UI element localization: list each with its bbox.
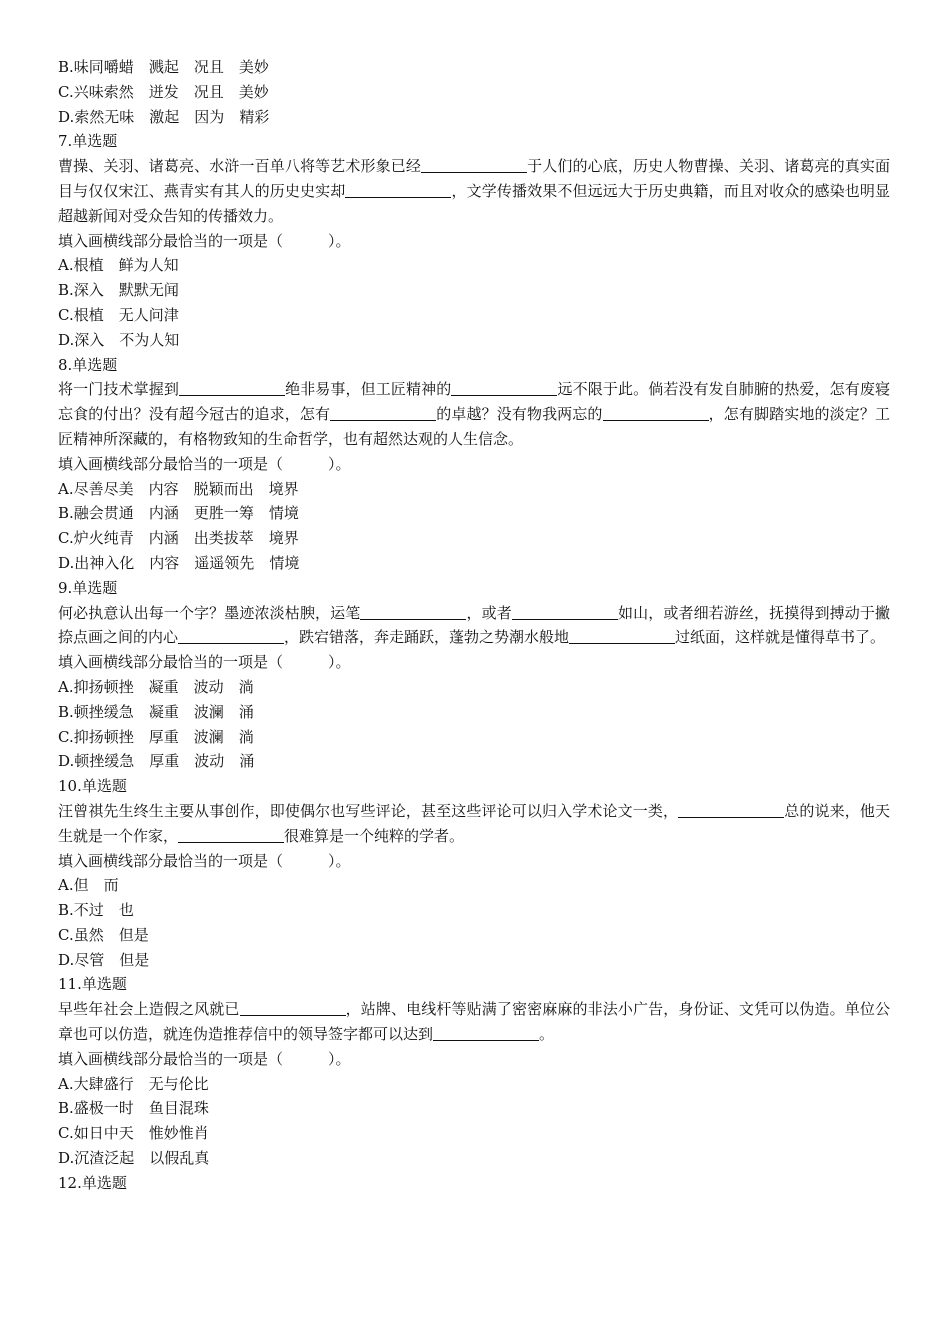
option-a: A.尽善尽美 内容 脱颖而出 境界 [58,479,299,498]
question-header: 9.单选题 [58,578,118,597]
question-stem: 将一门技术掌握到 绝非易事，但工匠精神的 远不限于此。倘若没有发自肺腑的热爱，怎有废寝忘食的付出？没有超今冠古的追求，怎有 的卓越？没有物我两忘的 ，怎有脚踏实地的淡定？工匠精神所深藏的，有格物致知的生命哲学，也有超然达观的人生信念。 [58,380,890,448]
fill-blank [179,380,285,396]
option-b: B.味同嚼蜡 溅起 况且 美妙 [58,58,269,76]
fill-blank [451,380,557,396]
question-prompt: 填入画横线部分最恰当的一项是（ ）。 [58,454,351,473]
option-a: A.根植 鲜为人知 [58,256,179,275]
option-c: C.炉火纯青 内涵 出类拔萃 境界 [58,529,299,548]
question-header: 8.单选题 [58,355,118,374]
fill-blank [603,405,709,421]
question-header: 12.单选题 [58,1173,127,1192]
fill-blank [240,1000,346,1016]
question-11 [58,972,890,1170]
option-b: B.顿挫缓急 凝重 波澜 涌 [58,702,254,721]
question-10 [58,774,890,972]
question-12 [58,1171,890,1196]
question-7 [58,129,890,352]
fill-blank [345,182,451,198]
question-stem: 汪曾祺先生终生主要从事创作，即使偶尔也写些评论，甚至这些评论可以归入学术论文一类， 总的说来，他天生就是一个作家， 很难算是一个纯粹的学者。 [58,801,890,845]
question-stem: 曹操、关羽、诸葛亮、水浒一百单八将等艺术形象已经 于人们的心底，历史人物曹操、关羽、诸葛亮的真实面目与仅仅宋江、燕青实有其人的历史史实却 ，文学传播效果不但远远大于历史典籍，而且对收众的感染也明显超越新闻对受众告知的传播效力。 [58,157,890,225]
fill-blank [178,827,284,843]
option-c: C.如日中天 惟妙惟肖 [58,1124,209,1143]
option-d: D.沉渣泛起 以假乱真 [58,1149,210,1168]
option-c: C.抑扬顿挫 厚重 波澜 淌 [58,727,254,746]
option-a: A.抑扬顿挫 凝重 波动 淌 [58,677,254,696]
option-d: D.尽管 但是 [58,950,150,969]
fill-blank [421,157,527,173]
fill-blank [360,604,466,620]
option-c: C.根植 无人问津 [58,305,179,324]
prev-options [58,55,890,129]
question-9 [58,576,890,774]
question-prompt: 填入画横线部分最恰当的一项是（ ）。 [58,1049,351,1068]
question-prompt: 填入画横线部分最恰当的一项是（ ）。 [58,653,351,672]
fill-blank [678,802,784,818]
question-prompt: 填入画横线部分最恰当的一项是（ ）。 [58,851,351,870]
question-header: 7.单选题 [58,132,118,151]
option-c: C.兴味索然 迸发 况且 美妙 [58,82,269,101]
question-prompt: 填入画横线部分最恰当的一项是（ ）。 [58,231,351,250]
question-header: 10.单选题 [58,777,127,796]
question-stem: 早些年社会上造假之风就已 ，站牌、电线杆等贴满了密密麻麻的非法小广告，身份证、文凭可以伪造。单位公章也可以仿造，就连伪造推荐信中的领导签字都可以达到 。 [58,1000,890,1044]
fill-blank [569,628,675,644]
fill-blank [330,405,436,421]
option-b: B.盛极一时 鱼目混珠 [58,1099,209,1118]
option-b: B.不过 也 [58,901,134,920]
question-8 [58,353,890,576]
fill-blank [433,1025,539,1041]
question-stem: 何必执意认出每一个字？墨迹浓淡枯腴，运笔 ，或者 如山，或者细若游丝，抚摸得到搏动于撇捺点画之间的内心 ，跌宕错落，奔走踊跃，蓬勃之势潮水般地 过纸面，这样就是懂得草书了。 [58,603,890,647]
option-b: B.融会贯通 内涵 更胜一筹 情境 [58,504,299,523]
option-a: A.大肆盛行 无与伦比 [58,1074,209,1093]
option-d: D.索然无味 激起 因为 精彩 [58,107,270,126]
option-d: D.顿挫缓急 厚重 波动 涌 [58,752,255,771]
option-b: B.深入 默默无闻 [58,281,179,300]
option-c: C.虽然 但是 [58,925,149,944]
option-d: D.深入 不为人知 [58,330,180,349]
fill-blank [178,628,284,644]
question-header: 11.单选题 [58,975,127,994]
option-d: D.出神入化 内容 遥遥领先 情境 [58,553,300,572]
fill-blank [512,604,618,620]
option-a: A.但 而 [58,876,119,895]
